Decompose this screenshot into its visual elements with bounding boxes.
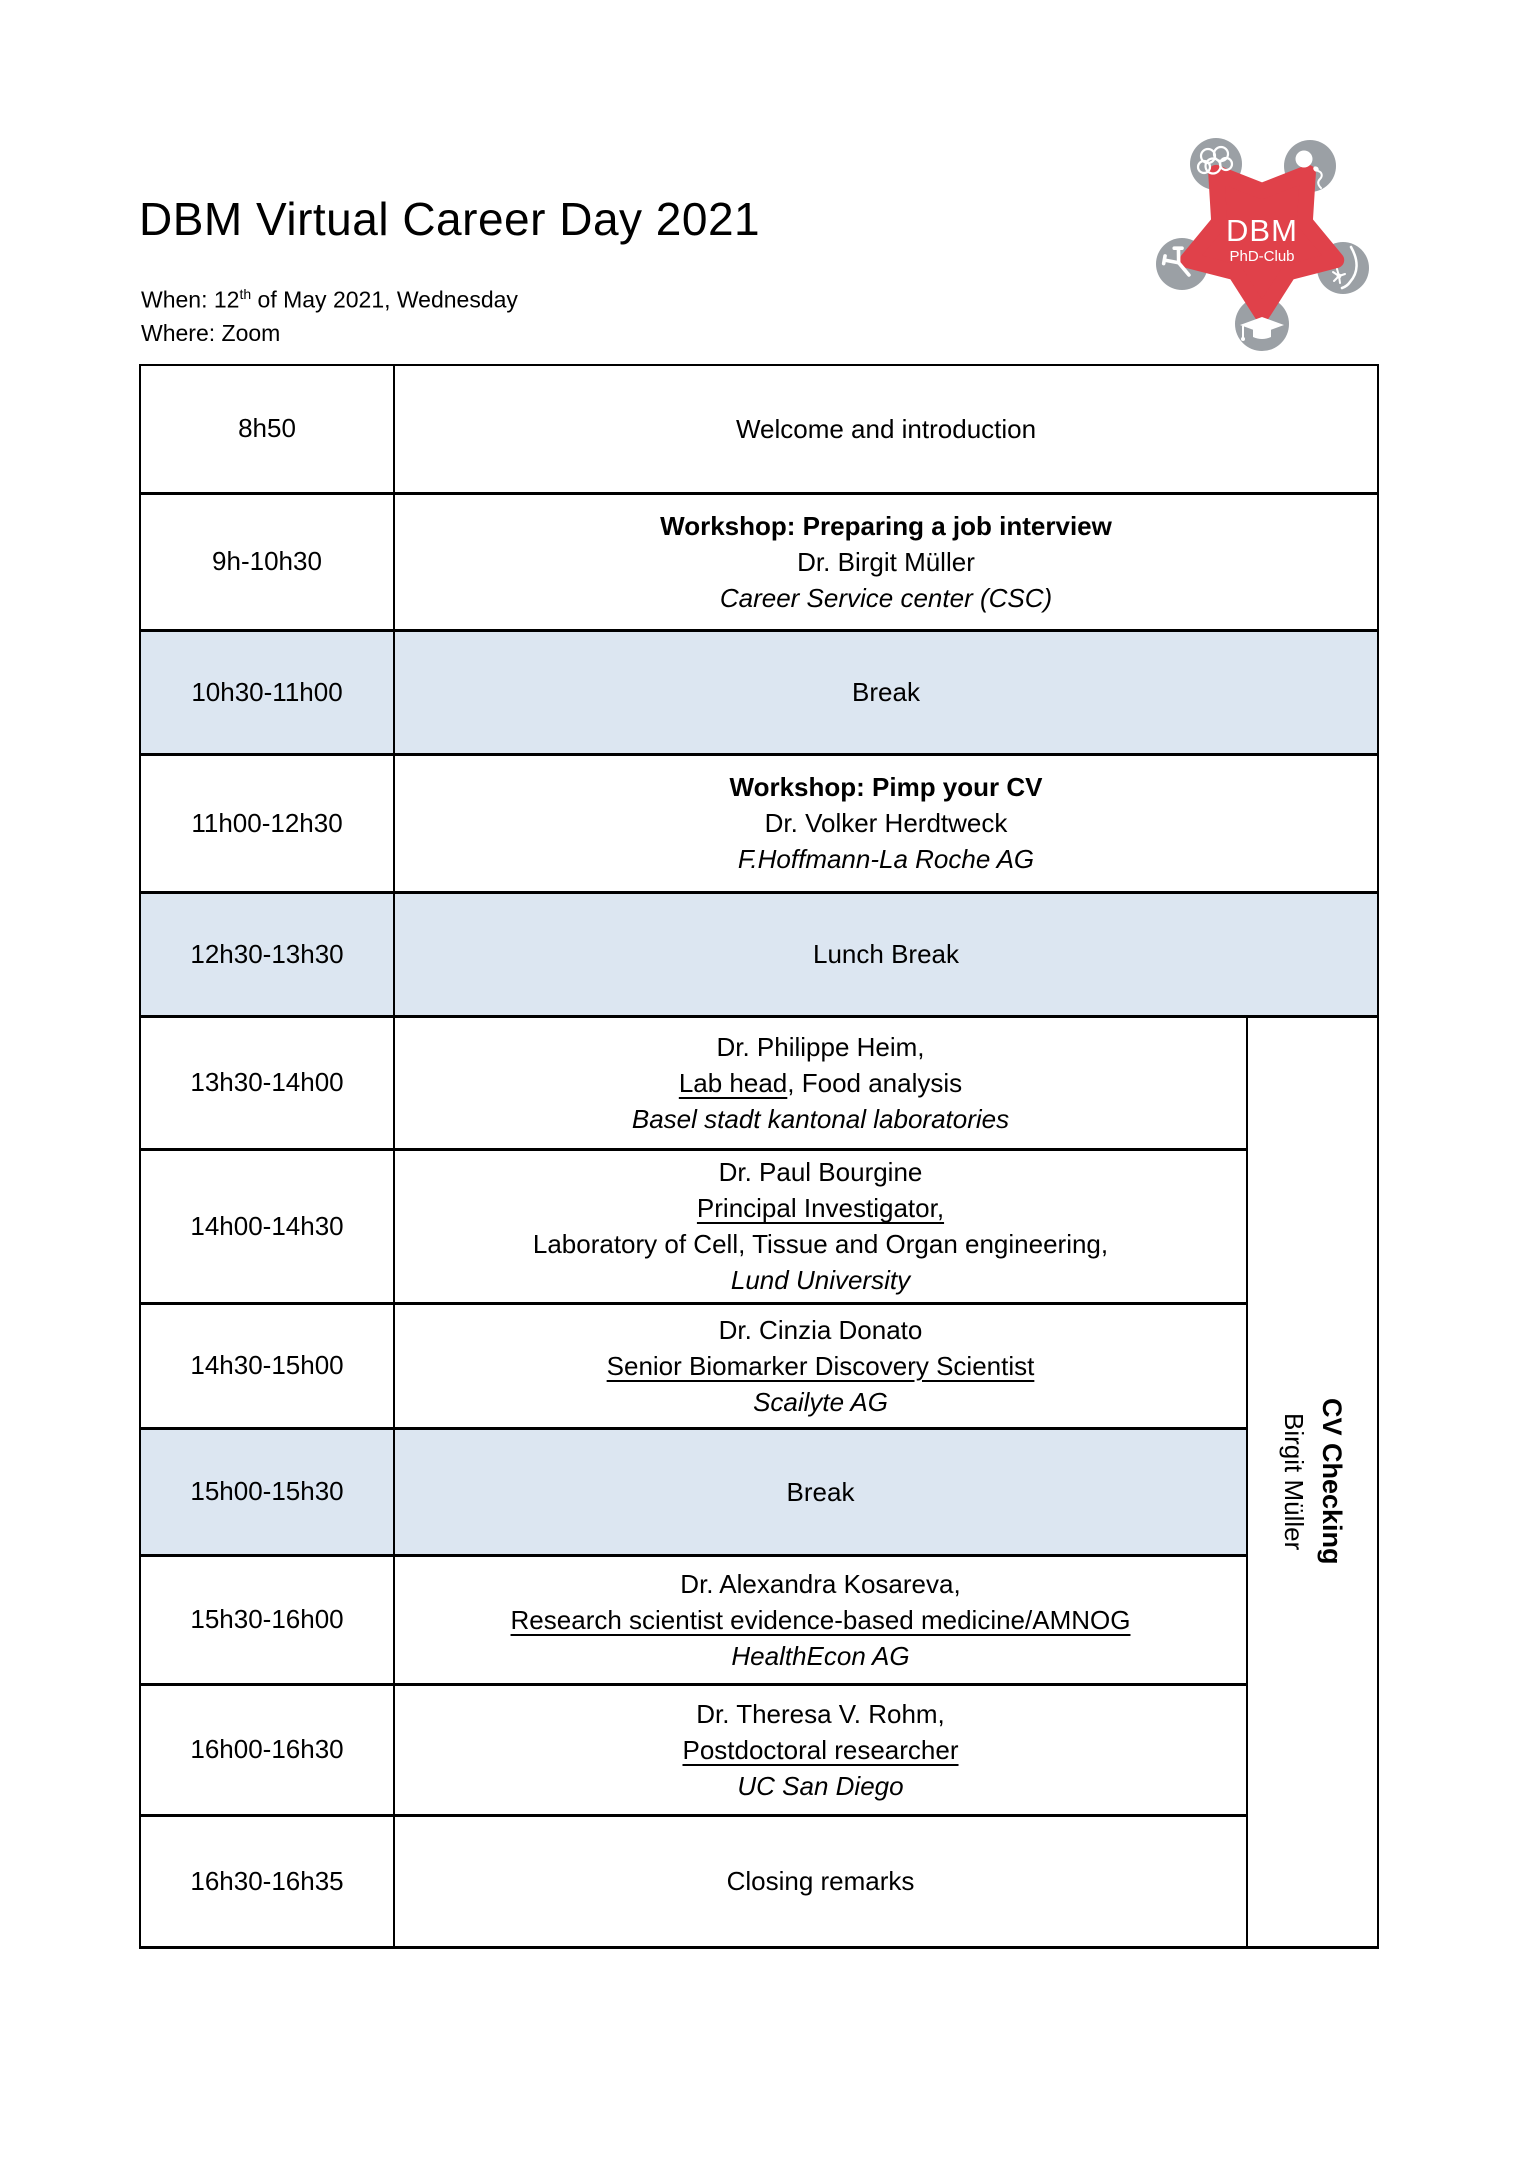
time-cell: 10h30-11h00 — [140, 630, 394, 754]
session-text: Dr. Volker Herdtweck — [764, 808, 1008, 838]
time-cell: 11h00-12h30 — [140, 754, 394, 892]
session-text: Dr. Paul Bourgine — [718, 1157, 923, 1187]
where-line: Where: Zoom — [141, 319, 281, 346]
schedule-row — [140, 1684, 1378, 1815]
session-line — [401, 936, 1371, 972]
time-cell: 8h50 — [140, 365, 394, 493]
time-cell: 9h-10h30 — [140, 493, 394, 630]
session-line — [401, 1226, 1240, 1262]
session-line — [401, 1566, 1240, 1602]
session-cell — [394, 1684, 1247, 1815]
event-meta — [141, 278, 518, 350]
session-text: F.Hoffmann-La Roche AG — [737, 844, 1035, 874]
schedule-row — [140, 1149, 1378, 1303]
session-cell — [394, 493, 1378, 630]
schedule-row — [140, 754, 1378, 892]
session-line — [401, 841, 1371, 877]
session-text: Career Service center (CSC) — [719, 582, 1053, 613]
schedule-row — [140, 1815, 1378, 1947]
session-text: Break — [786, 1476, 855, 1507]
time-cell: 13h30-14h00 — [140, 1016, 394, 1149]
schedule-row — [140, 493, 1378, 630]
session-cell — [394, 1815, 1247, 1947]
session-text: Dr. Birgit Müller — [797, 546, 975, 577]
session-cell — [394, 1428, 1247, 1555]
schedule-row — [140, 365, 1378, 493]
session-line — [401, 508, 1371, 544]
session-text: Scailyte AG — [753, 1386, 888, 1417]
time-cell: 15h00-15h30 — [140, 1428, 394, 1555]
schedule-row — [140, 1555, 1378, 1684]
session-text: Laboratory of Cell, Tissue and Organ engineering, — [532, 1229, 1109, 1259]
when-text-rest: of May 2021, Wednesday — [251, 286, 518, 313]
session-cell — [394, 630, 1378, 754]
session-text: HealthEcon AG — [731, 1640, 910, 1671]
when-ordinal: th — [239, 286, 252, 302]
session-line — [401, 1312, 1240, 1348]
page-title: DBM Virtual Career Day 2021 — [139, 193, 761, 245]
time-cell: 16h30-16h35 — [140, 1815, 394, 1947]
session-text: Dr. Cinzia Donato — [718, 1314, 923, 1345]
time-cell: 12h30-13h30 — [140, 892, 394, 1016]
time-cell: 14h00-14h30 — [140, 1149, 394, 1303]
logo-subtitle: PhD-Club — [1229, 248, 1295, 265]
session-line — [401, 544, 1371, 580]
session-line — [401, 1768, 1240, 1804]
logo-title: DBM — [1226, 213, 1298, 248]
session-line — [401, 674, 1371, 710]
session-line — [401, 769, 1371, 805]
session-line — [401, 1154, 1240, 1190]
session-cell — [394, 365, 1378, 493]
time-cell: 16h00-16h30 — [140, 1684, 394, 1815]
session-line — [401, 1474, 1240, 1510]
when-text: When: 12 — [141, 286, 240, 313]
session-line — [401, 1863, 1240, 1899]
schedule-row — [140, 630, 1378, 754]
session-text: Closing remarks — [726, 1866, 915, 1896]
session-text: Workshop: Preparing a job interview — [660, 510, 1112, 541]
session-line — [401, 1638, 1240, 1674]
schedule-row — [140, 1016, 1378, 1149]
session-cell — [394, 892, 1378, 1016]
session-line — [401, 1190, 1240, 1226]
session-text: Postdoctoral researcher — [682, 1734, 959, 1765]
dbm-phd-club-logo — [1142, 128, 1382, 363]
session-line — [401, 1262, 1240, 1298]
session-line — [401, 1732, 1240, 1768]
schedule-row — [140, 1303, 1378, 1428]
session-cell — [394, 1016, 1247, 1149]
session-text: Dr. Philippe Heim, — [716, 1031, 925, 1062]
session-line — [401, 1101, 1240, 1137]
cv-checking-label: CV Checking — [1316, 1398, 1347, 1565]
session-line — [401, 805, 1371, 841]
session-text: Principal Investigator, — [696, 1193, 945, 1223]
session-text: Break — [852, 677, 920, 707]
schedule-row — [140, 1428, 1378, 1555]
session-text: UC San Diego — [737, 1770, 904, 1801]
session-line — [401, 1065, 1240, 1101]
session-text: Welcome and introduction — [735, 413, 1037, 444]
schedule-table — [139, 364, 1379, 1949]
session-line — [401, 580, 1371, 616]
when-line — [141, 278, 518, 317]
session-text: Lab head — [678, 1067, 788, 1098]
cv-checking-person: Birgit Müller — [1278, 1412, 1309, 1551]
session-line — [401, 1029, 1240, 1065]
session-text: Workshop: Pimp your CV — [729, 772, 1043, 802]
cv-checking-cell — [1247, 1016, 1378, 1947]
session-line — [401, 1384, 1240, 1420]
schedule-row — [140, 892, 1378, 1016]
session-text: , Food analysis — [787, 1067, 963, 1098]
session-text: Dr. Theresa V. Rohm, — [696, 1698, 945, 1729]
session-text: Lunch Break — [813, 939, 959, 969]
schedule-table-body — [140, 365, 1378, 1947]
time-cell: 14h30-15h00 — [140, 1303, 394, 1428]
session-text: Lund University — [730, 1265, 911, 1295]
session-cell — [394, 1149, 1247, 1303]
session-cell — [394, 754, 1378, 892]
session-cell — [394, 1555, 1247, 1684]
session-text: Dr. Alexandra Kosareva, — [680, 1568, 961, 1599]
time-cell: 15h30-16h00 — [140, 1555, 394, 1684]
session-line — [401, 1602, 1240, 1638]
session-text: Basel stadt kantonal laboratories — [631, 1103, 1010, 1134]
session-cell — [394, 1303, 1247, 1428]
session-line — [401, 1696, 1240, 1732]
session-line — [401, 1348, 1240, 1384]
session-line — [401, 411, 1371, 447]
session-text: Research scientist evidence-based medicine/AMNOG — [510, 1604, 1131, 1635]
session-text: Senior Biomarker Discovery Scientist — [606, 1350, 1035, 1381]
